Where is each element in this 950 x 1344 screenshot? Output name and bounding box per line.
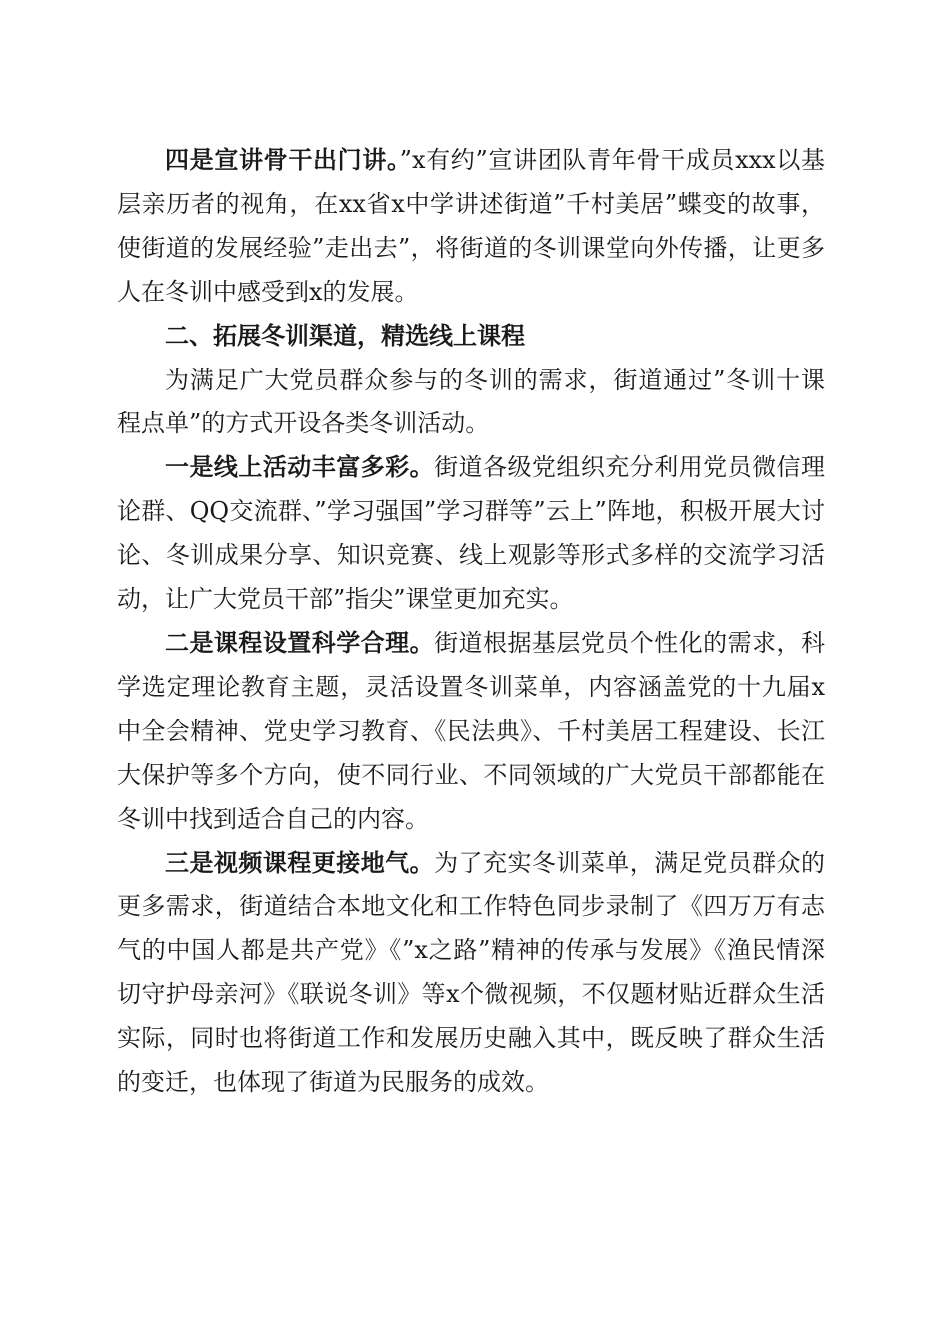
paragraph-body: 为满足广大党员群众参与的冬训的需求，街道通过”冬训十课程点单”的方式开设各类冬训活动。: [117, 365, 825, 438]
paragraph-lead: 一是线上活动丰富多彩。: [165, 453, 435, 482]
paragraph-body: 街道各级党组织充分利用党员微信理论群、QQ交流群、”学习强国”学习群等”云上”阵地，积极开展大讨论、冬训成果分享、知识竞赛、线上观影等形式多样的交流学习活动，让广大党员干部”指尖”课堂更加充实。: [117, 453, 826, 614]
paragraph-lead: 四是宣讲骨干出门讲。: [165, 146, 400, 174]
paragraph-speakers: [117, 139, 825, 315]
document-page: [117, 139, 825, 1105]
section-heading: 二、拓展冬训渠道，精选线上课程: [165, 321, 525, 350]
paragraph-intro: [117, 359, 825, 447]
paragraph-online-activities: [117, 446, 825, 622]
paragraph-video-courses: [117, 842, 825, 1105]
paragraph-body: ”x有约”宣讲团队青年骨干成员xxx以基层亲历者的视角，在xx省x中学讲述街道”千村美居”蝶变的故事，使街道的发展经验”走出去”，将街道的冬训课堂向外传播，让更多人在冬训中感受到x的发展。: [117, 146, 826, 306]
paragraph-body: 为了充实冬训菜单，满足党员群众的更多需求，街道结合本地文化和工作特色同步录制了《四万万有志气的中国人都是共产党》《”x之路”精神的传承与发展》《渔民情深切守护母亲河》《联说冬训》等x个微视频，不仅题材贴近群众生活实际，同时也将街道工作和发展历史融入其中，既反映了群众生活的变迁，也体现了街道为民服务的成效。: [117, 848, 826, 1097]
paragraph-lead: 二是课程设置科学合理。: [165, 628, 435, 657]
paragraph-body: 街道根据基层党员个性化的需求，科学选定理论教育主题，灵活设置冬训菜单，内容涵盖党的十九届x中全会精神、党史学习教育、《民法典》、千村美居工程建设、长江大保护等多个方向，使不同行业、不同领域的广大党员干部都能在冬训中找到适合自己的内容。: [117, 628, 826, 833]
paragraph-lead: 三是视频课程更接地气。: [165, 848, 435, 877]
paragraph-course-setup: [117, 622, 825, 842]
